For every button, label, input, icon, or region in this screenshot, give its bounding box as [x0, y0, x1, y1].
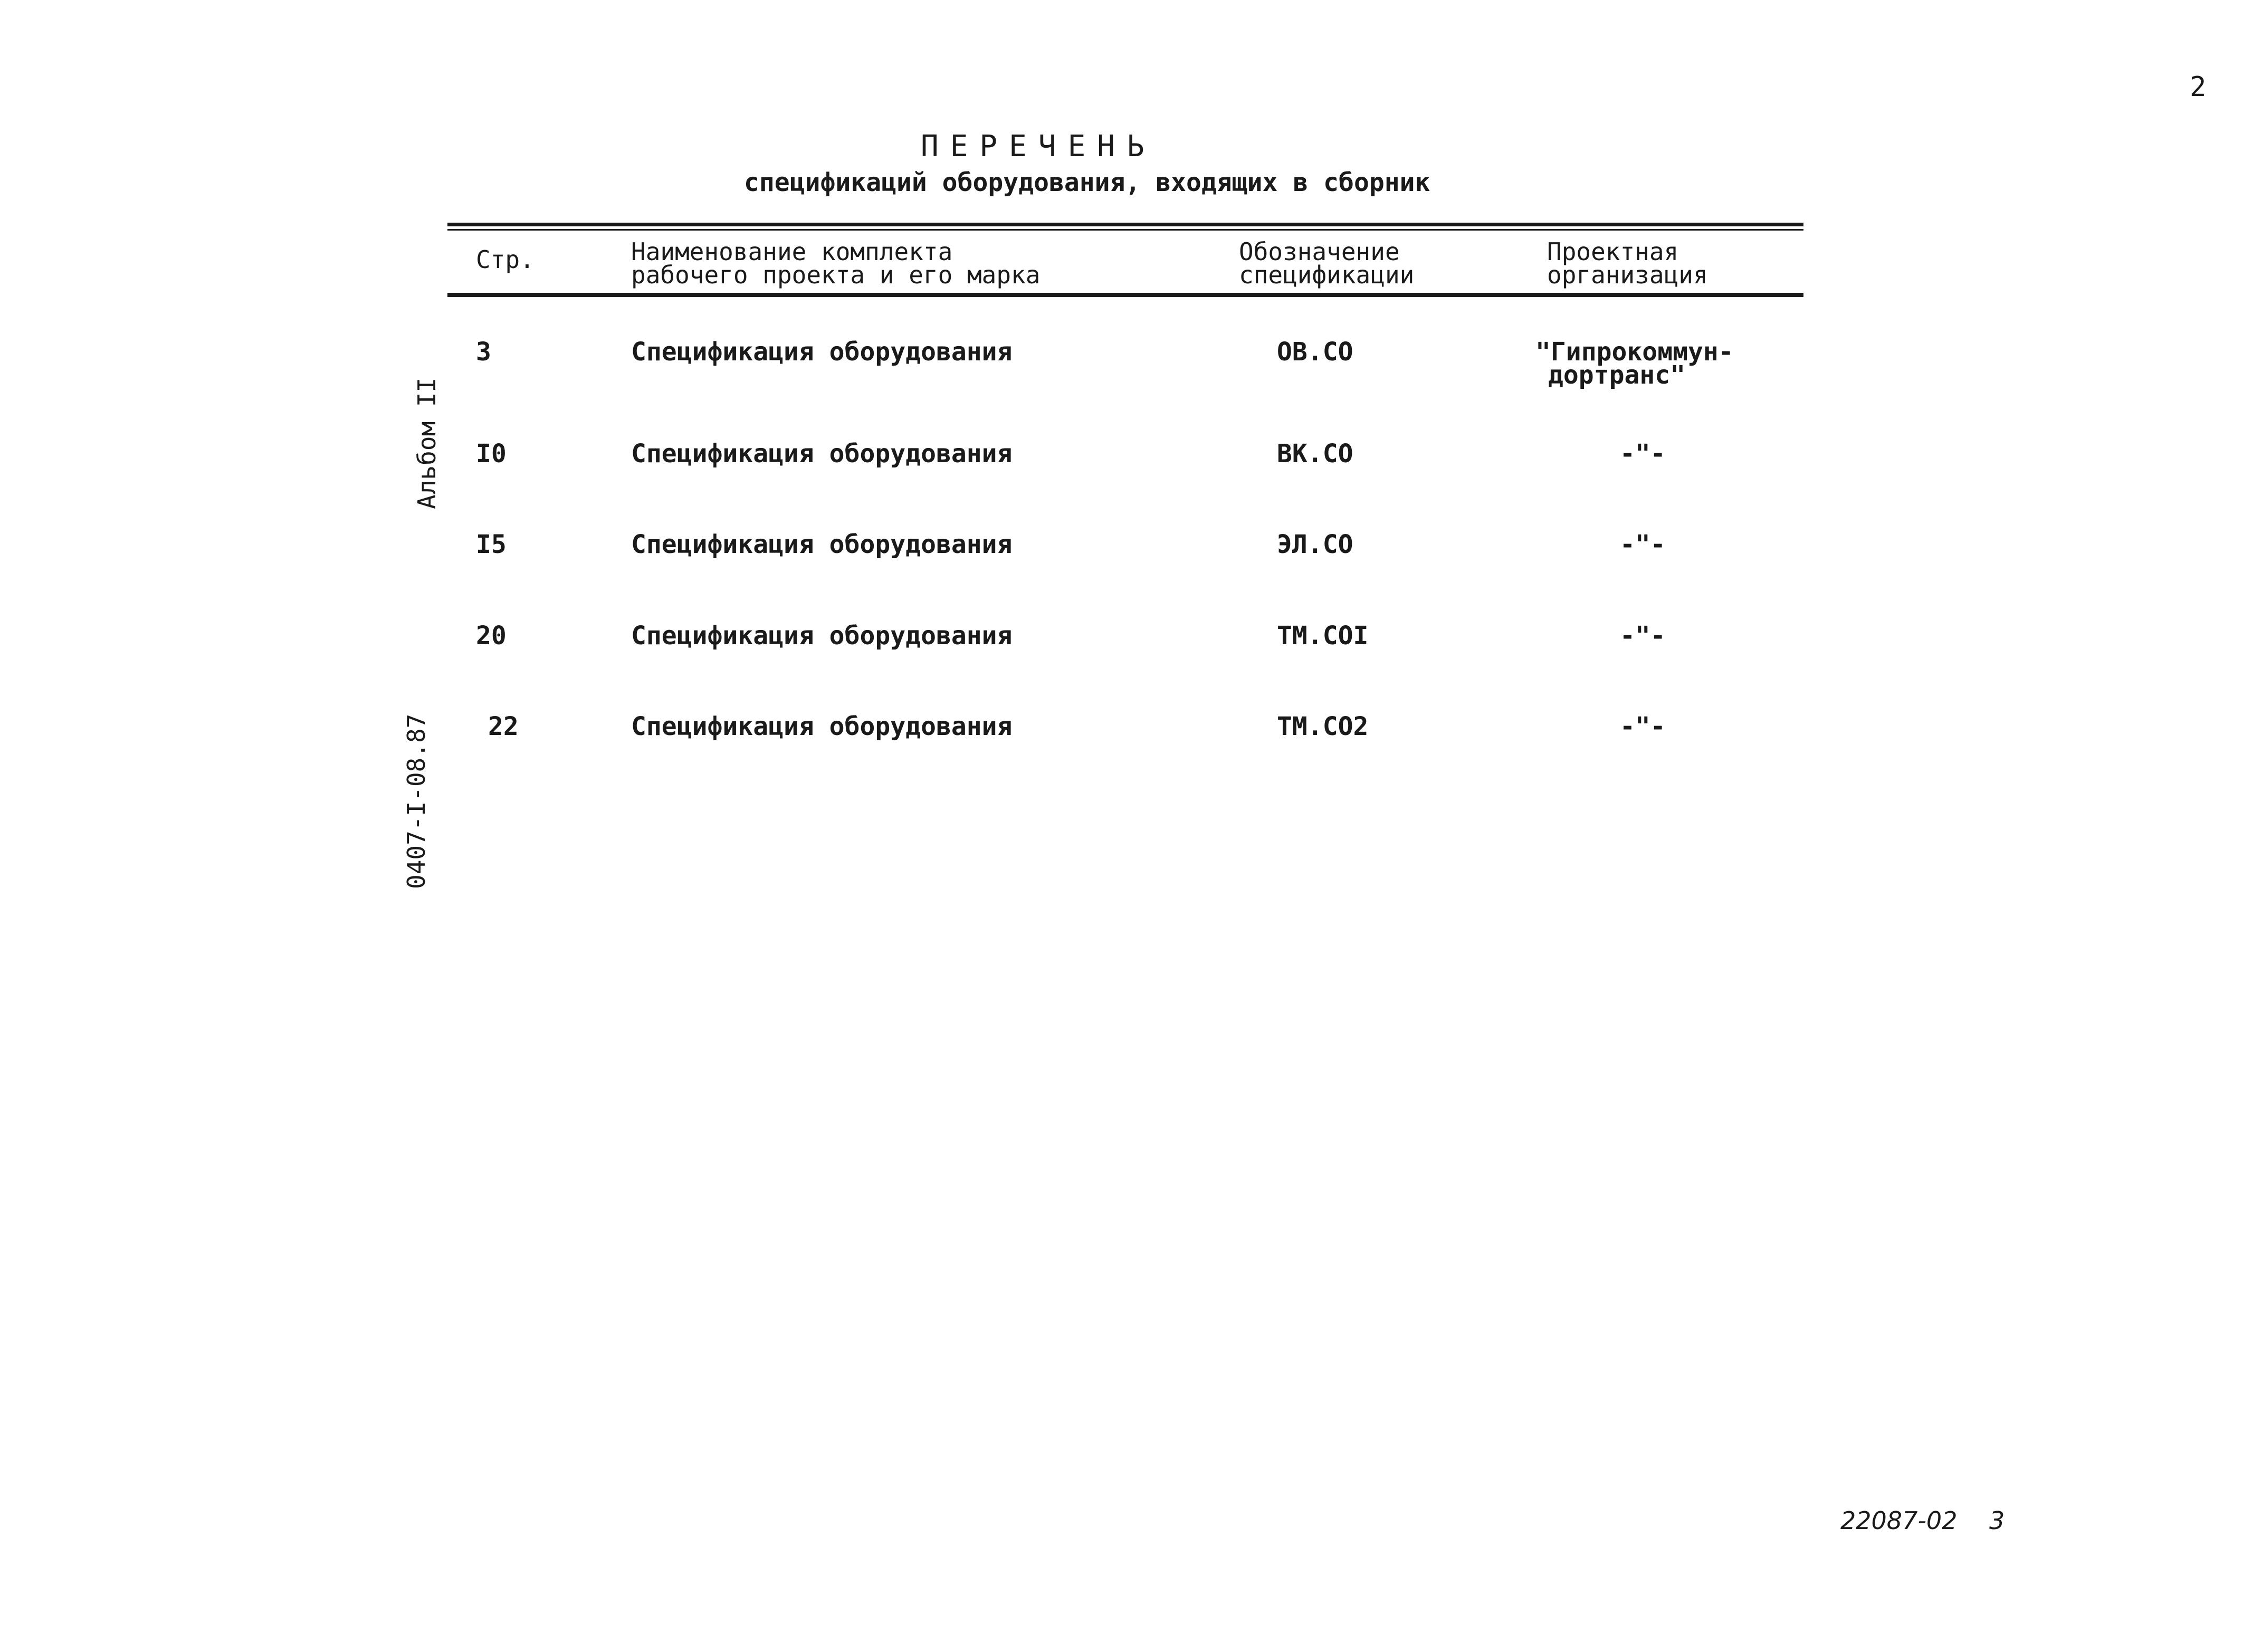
row-code: ТМ.СО2: [1277, 712, 1369, 741]
header-org: [1547, 237, 1708, 289]
table-top-rule-thin: [447, 229, 1803, 231]
row-org: [1535, 337, 1734, 390]
row-code: ОВ.СО: [1277, 337, 1353, 367]
header-page: Стр.: [476, 245, 534, 274]
header-code-line2: спецификации: [1239, 261, 1415, 289]
row-name: Спецификация оборудования: [631, 530, 1013, 559]
row-org-line1: "Гипрокоммун-: [1535, 337, 1734, 367]
row-page-number: 22: [488, 712, 519, 741]
page-number: 2: [2190, 71, 2207, 103]
row-name: Спецификация оборудования: [631, 439, 1013, 469]
row-page-number: 3: [476, 337, 491, 367]
table-header-rule: [447, 293, 1803, 297]
header-name-line1: Наименование комплекта: [631, 237, 953, 266]
row-org: -"-: [1620, 439, 1666, 469]
header-name-line2: рабочего проекта и его марка: [631, 261, 1041, 289]
header-name: [631, 237, 1041, 289]
row-name: Спецификация оборудования: [631, 712, 1013, 741]
header-code-line1: Обозначение: [1239, 237, 1400, 266]
row-name: Спецификация оборудования: [631, 621, 1013, 651]
row-code: ТМ.СОI: [1277, 621, 1369, 651]
row-org-line2: дортранс": [1548, 360, 1686, 390]
footer-document-code: 22087-02: [1840, 1506, 1958, 1535]
row-org: -"-: [1620, 530, 1666, 559]
row-page-number: I0: [476, 439, 507, 469]
header-code: [1239, 237, 1415, 289]
row-name: Спецификация оборудования: [631, 337, 1013, 367]
row-org: -"-: [1620, 621, 1666, 651]
row-org: -"-: [1620, 712, 1666, 741]
side-document-code: 0407-I-08.87: [402, 713, 431, 889]
table-top-rule: [447, 223, 1803, 226]
header-org-line2: организация: [1547, 261, 1708, 289]
row-code: ВК.СО: [1277, 439, 1353, 469]
document-title: ПЕРЕЧЕНЬ: [921, 129, 1156, 164]
side-album-label: Альбом II: [413, 377, 441, 509]
row-code: ЭЛ.СО: [1277, 530, 1353, 559]
footer-sheet-number: 3: [1989, 1506, 2005, 1535]
row-page-number: I5: [476, 530, 507, 559]
row-page-number: 20: [476, 621, 507, 651]
header-org-line1: Проектная: [1547, 237, 1679, 266]
document-subtitle: спецификаций оборудования, входящих в сборник: [744, 168, 1430, 197]
